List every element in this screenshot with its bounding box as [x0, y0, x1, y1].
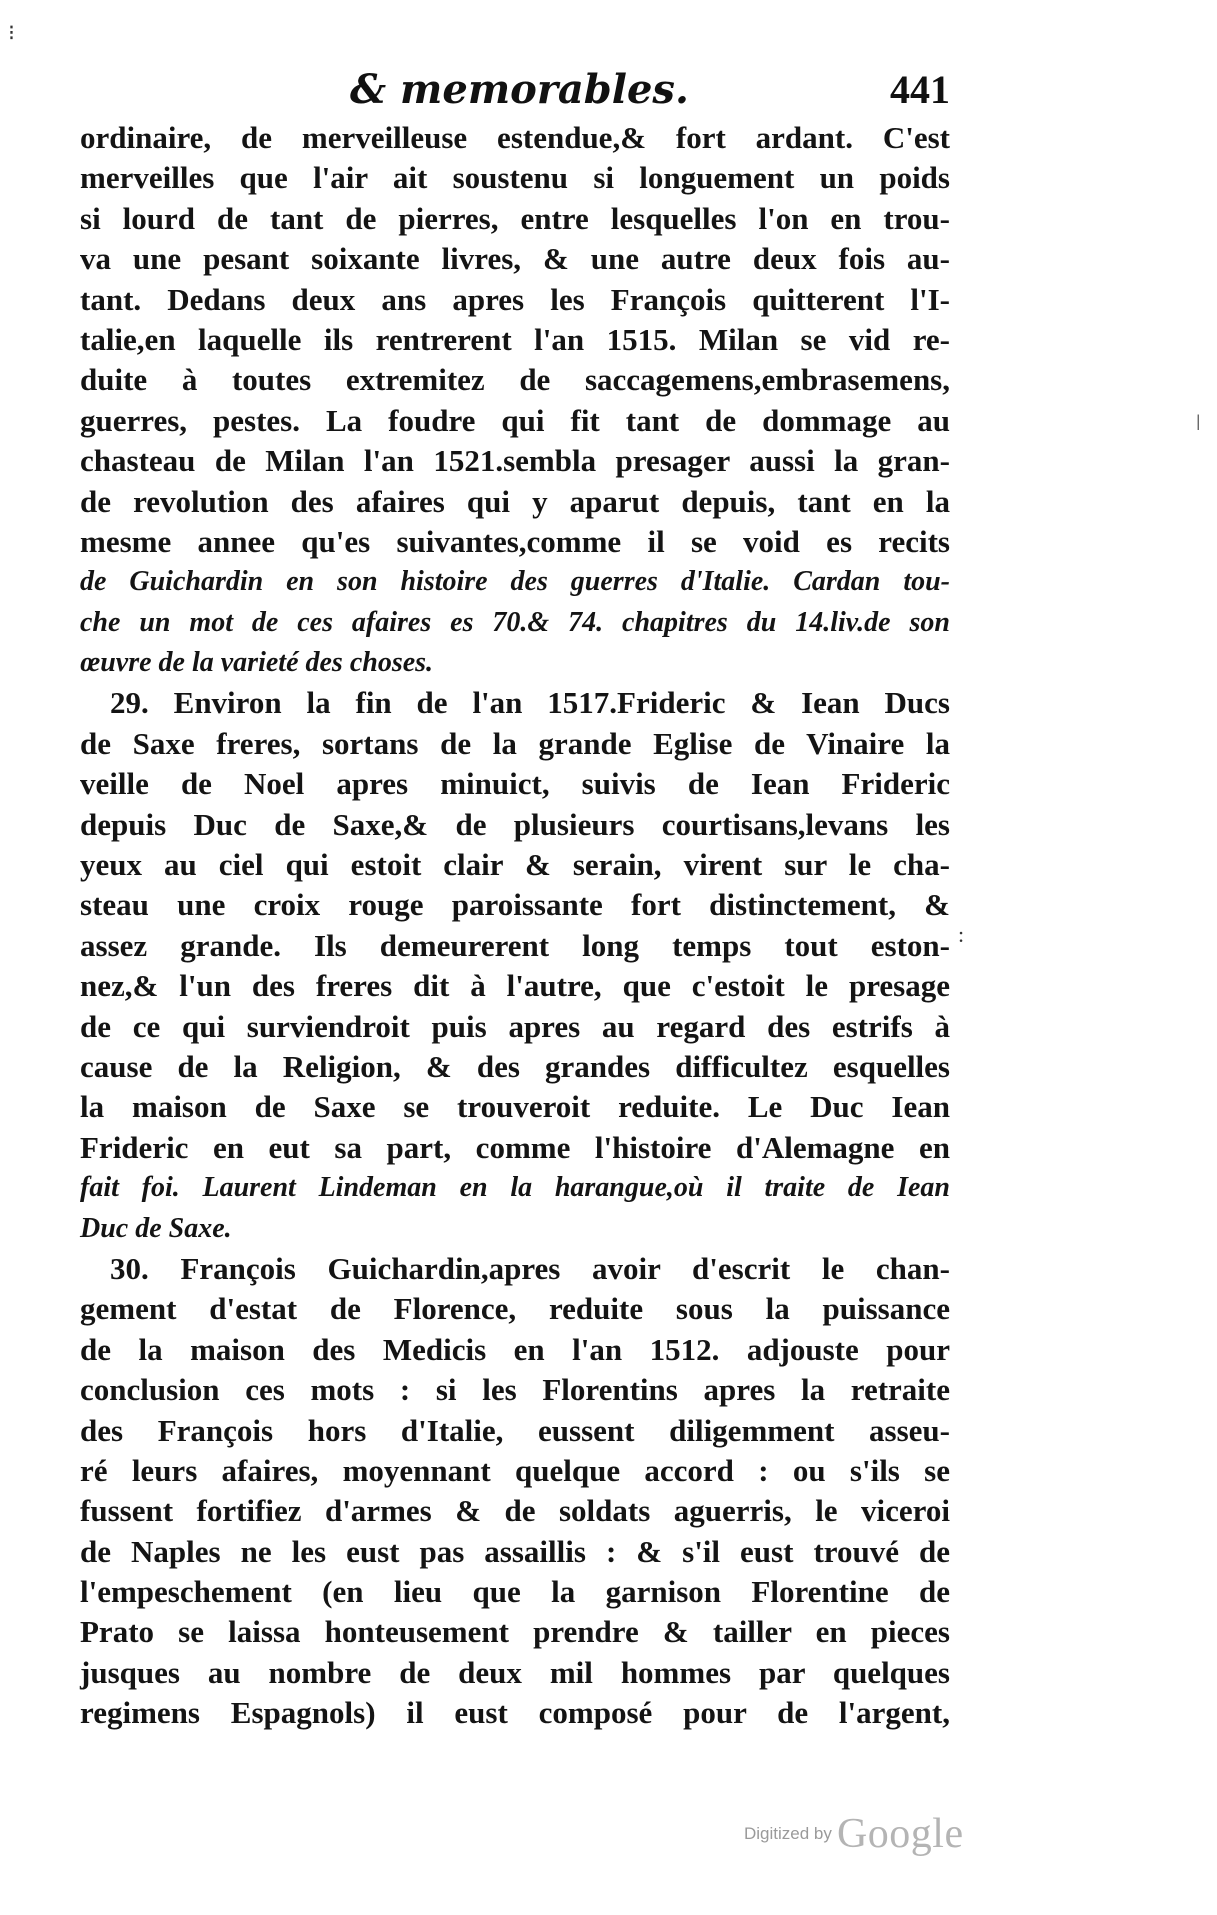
text-line: de ce qui surviendroit puis apres au regard des estrifs à: [80, 1008, 950, 1044]
text-line: va une pesant soixante livres, & une autre deux fois au-: [80, 241, 950, 277]
text-line: cause de la Religion, & des grandes difficultez esquelles: [80, 1048, 950, 1084]
page-number: 441: [890, 67, 950, 112]
text-line: merveilles que l'air ait soustenu si longuement un poids: [80, 160, 950, 196]
scan-speck-mark: ⁝: [8, 20, 15, 45]
text-line: de revolution des afaires qui y aparut depuis, tant en la: [80, 483, 950, 519]
text-line: Frideric en eut sa part, comme l'histoire d'Alemagne en: [80, 1129, 950, 1165]
text-line: chasteau de Milan l'an 1521.sembla presager aussi la gran-: [80, 443, 950, 479]
citation-line: œuvre de la varieté des choses.: [80, 647, 434, 679]
text-line: mesme annee qu'es suivantes,comme il se void es recits: [80, 523, 950, 559]
text-line: duite à toutes extremitez de saccagemens,embrasemens,: [80, 362, 950, 398]
digitized-by-label: Digitized by: [744, 1824, 832, 1843]
google-logo: Google: [836, 1811, 964, 1857]
citation-line: fait foi. Laurent Lindeman en la harangue,où il traite de Iean: [80, 1172, 950, 1204]
scan-speck-mark: :: [958, 922, 965, 947]
text-line: ordinaire, de merveilleuse estendue,& fort ardant. C'est: [80, 120, 950, 155]
text-line: veille de Noel apres minuict, suivis de Iean Frideric: [80, 766, 950, 802]
text-line: ré leurs afaires, moyennant quelque accord : ou s'ils se: [80, 1452, 950, 1488]
text-line: des François hors d'Italie, eussent diligemment asseu-: [80, 1412, 950, 1448]
paragraph-29-start: 29. Environ la fin de l'an 1517.Frideric & Iean Ducs: [110, 685, 950, 721]
text-line: depuis Duc de Saxe,& de plusieurs courtisans,levans les: [80, 806, 950, 842]
text-line: conclusion ces mots : si les Florentins apres la retraite: [80, 1372, 950, 1408]
text-line: la maison de Saxe se trouveroit reduite. Le Duc Iean: [80, 1089, 950, 1125]
text-line: si lourd de tant de pierres, entre lesquelles l'on en trou-: [80, 200, 950, 236]
google-watermark: [744, 1810, 964, 1860]
citation-line: Duc de Saxe.: [80, 1212, 232, 1244]
text-line: de Naples ne les eust pas assaillis : & s'il eust trouvé de: [80, 1533, 950, 1569]
text-line: fussent fortifiez d'armes & de soldats aguerris, le viceroi: [80, 1493, 950, 1529]
text-line: nez,& l'un des freres dit à l'autre, que c'estoit le presage: [80, 968, 950, 1004]
page-header: [80, 62, 950, 118]
citation-line: de Guichardin en son histoire des guerres d'Italie. Cardan tou-: [80, 566, 950, 598]
text-line: gement d'estat de Florence, reduite sous la puissance: [80, 1291, 950, 1327]
text-line: l'empeschement (en lieu que la garnison Florentine de: [80, 1574, 950, 1610]
text-line: jusques au nombre de deux mil hommes par quelques: [80, 1654, 950, 1690]
text-line: de la maison des Medicis en l'an 1512. adjouste pour: [80, 1331, 950, 1367]
text-line: guerres, pestes. La foudre qui fit tant de dommage au: [80, 402, 950, 438]
running-title: & memorables.: [350, 66, 689, 113]
text-line: yeux au ciel qui estoit clair & serain, virent sur le cha-: [80, 847, 950, 883]
text-line: steau une croix rouge paroissante fort distinctement, &: [80, 887, 950, 923]
text-line: assez grande. Ils demeurerent long temps tout eston-: [80, 927, 950, 963]
body-text: [80, 118, 950, 1734]
citation-line: che un mot de ces afaires es 70.& 74. chapitres du 14.liv.de son: [80, 606, 950, 638]
text-line: tant. Dedans deux ans apres les François quitterent l'I-: [80, 281, 950, 317]
paragraph-30-start: 30. François Guichardin,apres avoir d'escrit le chan-: [110, 1250, 950, 1286]
scan-speck-mark: ǀ: [1196, 410, 1201, 435]
text-line: Prato se laissa honteusement prendre & tailler en pieces: [80, 1614, 950, 1650]
text-line: de Saxe freres, sortans de la grande Eglise de Vinaire la: [80, 725, 950, 761]
text-line: talie,en laquelle ils rentrerent l'an 1515. Milan se vid re-: [80, 321, 950, 357]
text-line: regimens Espagnols) il eust composé pour de l'argent,: [80, 1695, 950, 1731]
